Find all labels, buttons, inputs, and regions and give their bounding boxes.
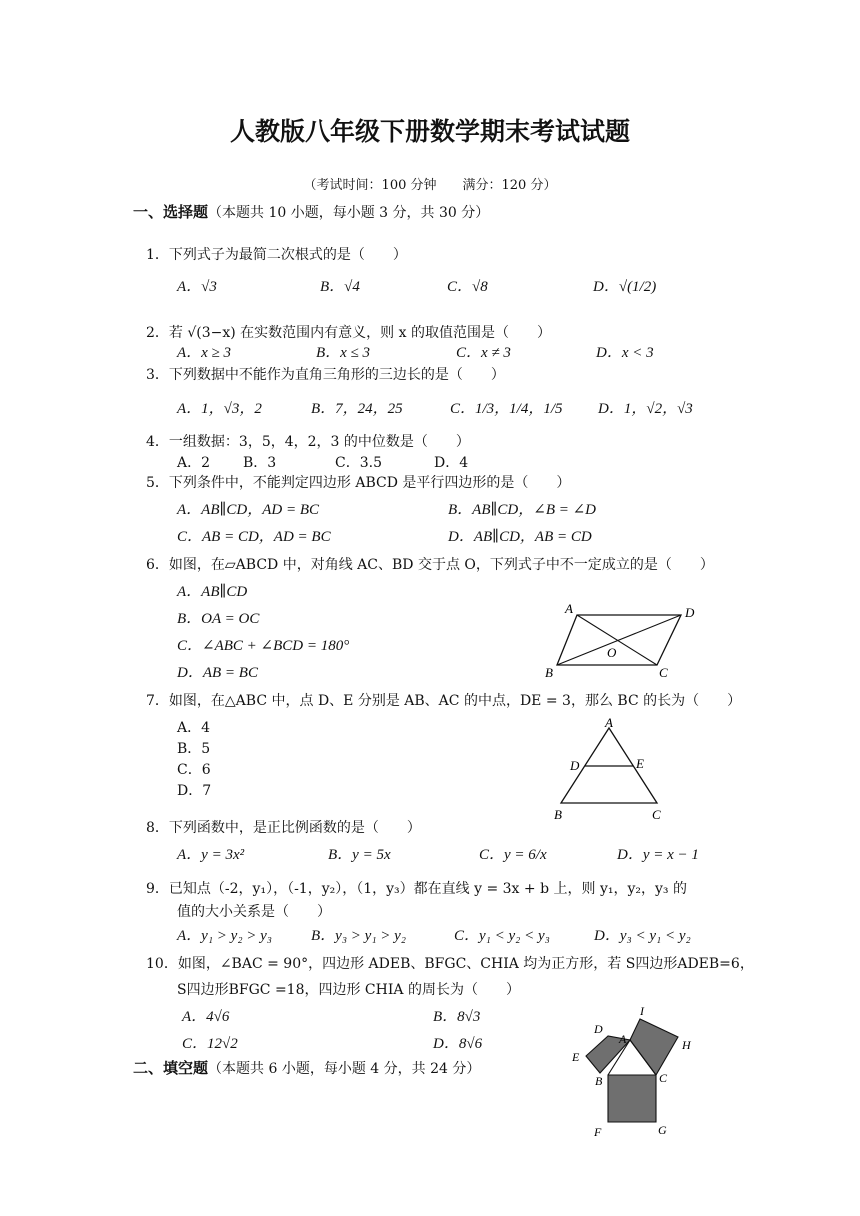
q5-option-d: D．AB∥CD，AB = CD xyxy=(448,529,592,545)
q4-option-c: C．3.5 xyxy=(335,455,382,471)
q7-option-d: D．7 xyxy=(177,783,212,799)
q6-label-b: B xyxy=(545,665,553,680)
q6-option-b: B．OA = OC xyxy=(177,611,260,627)
q3-option-c: C．1/3，1/4，1/5 xyxy=(450,401,563,417)
q3-option-a: A．1，√3，2 xyxy=(177,401,262,417)
q4-option-d: D．4 xyxy=(434,455,469,471)
section-2-note: （本题共 6 小题，每小题 4 分，共 24 分） xyxy=(208,1061,481,1077)
q7-label-a: A xyxy=(605,718,613,730)
q8-option-d: D．y = x − 1 xyxy=(617,847,699,863)
q2-option-d: D．x < 3 xyxy=(596,345,654,361)
q8-stem: 8．下列函数中，是正比例函数的是（ ） xyxy=(146,820,421,836)
q6-label-o: O xyxy=(607,645,617,660)
q3-stem: 3．下列数据中不能作为直角三角形的三边长的是（ ） xyxy=(146,367,505,383)
q10-option-c: C．12√2 xyxy=(182,1036,238,1052)
section-2-header xyxy=(133,1059,480,1078)
q6-option-a: A．AB∥CD xyxy=(177,584,248,600)
q1-option-c: C．√8 xyxy=(447,279,488,295)
q1-option-d: D．√(1/2) xyxy=(593,279,657,295)
q5-option-a: A．AB∥CD，AD = BC xyxy=(177,502,320,518)
q6-label-a: A xyxy=(565,601,573,616)
q2-option-b: B．x ≤ 3 xyxy=(316,345,371,361)
q3-option-d: D．1，√2，√3 xyxy=(598,401,693,417)
q10-label-c: C xyxy=(659,1071,668,1085)
q1-option-a: A．√3 xyxy=(177,279,217,295)
q9-option-d: D．y₃ < y₁ < y₂ xyxy=(594,928,691,944)
q6-label-c: C xyxy=(659,665,668,680)
q7-stem: 7．如图，在△ABC 中，点 D、E 分别是 AB、AC 的中点，DE = 3，那么 BC 的长为（ ） xyxy=(146,693,742,709)
q10-label-i: I xyxy=(640,1004,644,1018)
q9-option-c: C．y₁ < y₂ < y₃ xyxy=(454,928,550,944)
q4-stem: 4．一组数据：3，5，4，2，3 的中位数是（ ） xyxy=(146,434,470,450)
square-bfgc xyxy=(608,1075,656,1122)
q10-label-f: F xyxy=(594,1125,602,1139)
q8-option-a: A．y = 3x² xyxy=(177,847,245,863)
section-2-heading: 二、填空题 xyxy=(133,1059,209,1077)
q7-label-d: D xyxy=(570,758,580,773)
section-1-note: （本题共 10 小题，每小题 3 分，共 30 分） xyxy=(208,205,490,221)
q10-label-h: H xyxy=(682,1038,691,1052)
q6-option-c: C．∠ABC + ∠BCD = 180° xyxy=(177,638,350,654)
q5-stem: 5．下列条件中，不能判定四边形 ABCD 是平行四边形的是（ ） xyxy=(146,475,571,491)
q6-parallelogram-figure xyxy=(535,595,705,685)
q7-option-a: A．4 xyxy=(177,720,211,736)
q9-stem-continued: 值的大小关系是（ ） xyxy=(177,904,331,920)
q10-label-d: D xyxy=(594,1022,603,1036)
q2-option-a: A．x ≥ 3 xyxy=(177,345,232,361)
q10-stem: 10．如图，∠BAC = 90°，四边形 ADEB、BFGC、CHIA 均为正方形，若 S四边形ADEB=6， xyxy=(146,956,754,972)
q10-option-a: A．4√6 xyxy=(182,1009,230,1025)
diagonal-bd xyxy=(557,615,681,665)
page-title: 人教版八年级下册数学期末考试试题 xyxy=(229,117,630,146)
square-chia xyxy=(630,1019,678,1075)
q7-option-b: B．5 xyxy=(177,741,211,757)
q6-stem: 6．如图，在▱ABCD 中，对角线 AC、BD 交于点 O，下列式子中不一定成立的是（ ） xyxy=(146,557,714,573)
q7-label-c: C xyxy=(652,807,661,822)
section-1-heading: 一、选择题 xyxy=(133,203,209,221)
q9-stem: 9．已知点（-2，y₁），（-1，y₂），（1，y₃）都在直线 y = 3x + b 上，则 y₁，y₂，y₃ 的 xyxy=(146,881,687,897)
q1-option-b: B．√4 xyxy=(320,279,360,295)
diagonal-ac xyxy=(577,615,657,665)
q9-option-b: B．y₃ > y₁ > y₂ xyxy=(311,928,407,944)
q4-option-b: B．3 xyxy=(243,455,277,471)
q10-label-b: B xyxy=(595,1074,603,1088)
exam-info: （考试时间：100 分钟 满分：120 分） xyxy=(303,178,557,193)
q8-option-b: B．y = 5x xyxy=(328,847,391,863)
q3-option-b: B．7，24，25 xyxy=(311,401,403,417)
q5-option-b: B．AB∥CD，∠B = ∠D xyxy=(448,502,597,518)
q6-label-d: D xyxy=(685,605,695,620)
q7-label-e: E xyxy=(636,756,644,771)
q5-option-c: C．AB = CD，AD = BC xyxy=(177,529,331,545)
q10-option-d: D．8√6 xyxy=(433,1036,483,1052)
q7-label-b: B xyxy=(554,807,562,822)
q10-squares-figure xyxy=(568,1003,708,1143)
q7-triangle-figure xyxy=(540,718,670,826)
q10-stem-continued: S四边形BFGC =18，四边形 CHIA 的周长为（ ） xyxy=(177,982,520,998)
q2-stem: 2．若 √(3−x) 在实数范围内有意义，则 x 的取值范围是（ ） xyxy=(146,325,551,341)
q7-option-c: C．6 xyxy=(177,762,211,778)
q2-option-c: C．x ≠ 3 xyxy=(456,345,511,361)
q10-label-g: G xyxy=(658,1123,667,1137)
q9-option-a: A．y₁ > y₂ > y₃ xyxy=(177,928,273,944)
q8-option-c: C．y = 6/x xyxy=(479,847,547,863)
section-1-header xyxy=(133,203,489,222)
q1-stem: 1．下列式子为最简二次根式的是（ ） xyxy=(146,247,407,263)
q10-label-a: A xyxy=(619,1032,627,1046)
q10-option-b: B．8√3 xyxy=(433,1009,481,1025)
q4-option-a: A．2 xyxy=(177,455,211,471)
q10-label-e: E xyxy=(572,1050,580,1064)
q6-option-d: D．AB = BC xyxy=(177,665,258,681)
